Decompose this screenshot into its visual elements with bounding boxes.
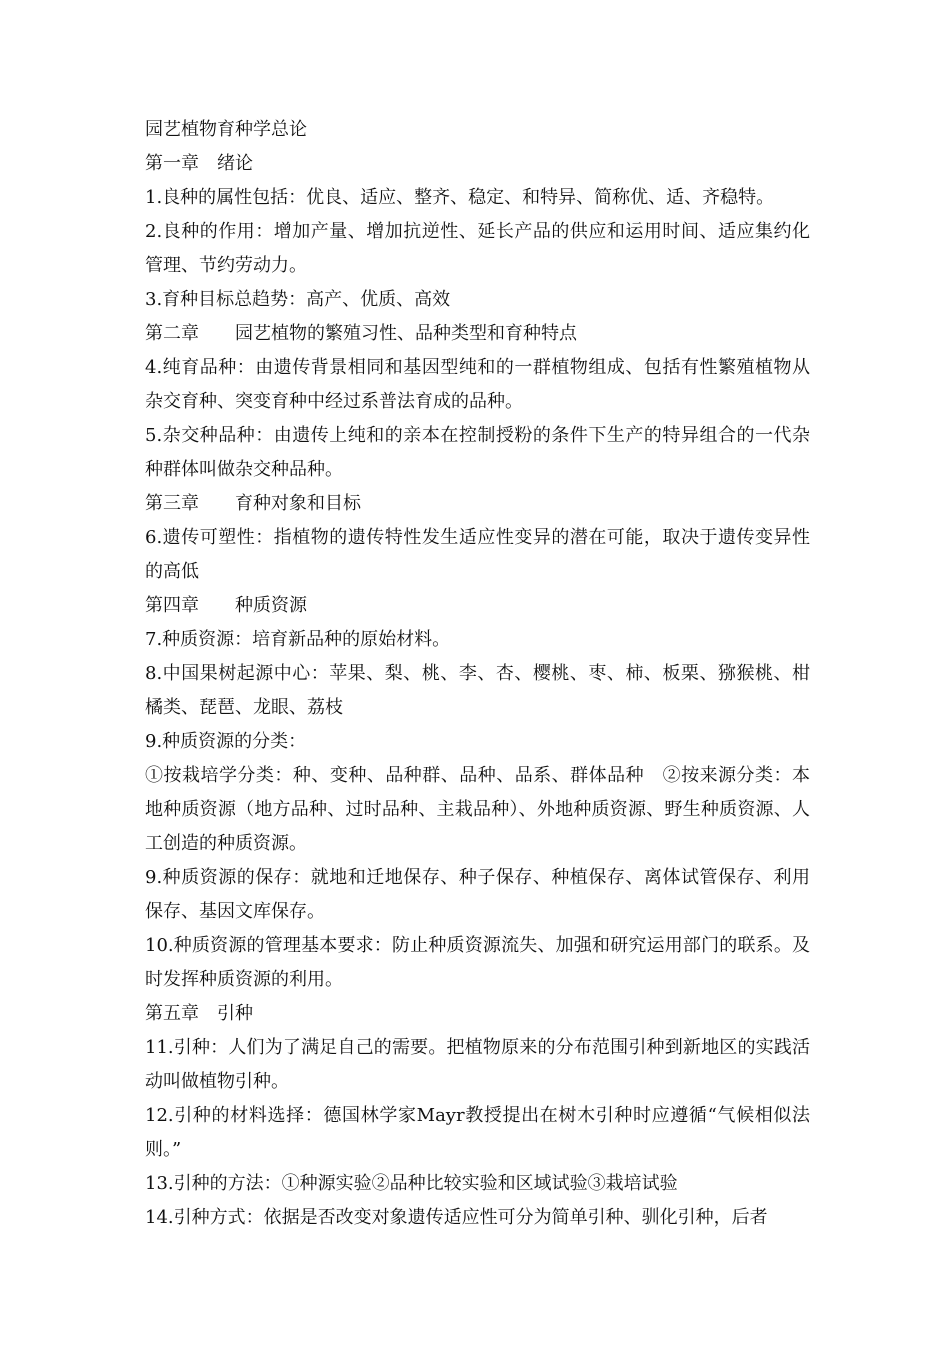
chapter-3-heading: 第三章 育种对象和目标 [145,493,361,514]
chapter-4-heading: 第四章 种质资源 [145,595,307,616]
item-2: 2.良种的作用：增加产量、增加抗逆性、延长产品的供应和运用时间、适应集约化管理、节约劳动力。 [145,221,810,276]
item-6: 6.遗传可塑性：指植物的遗传特性发生适应性变异的潜在可能，取决于遗传变异性的高低 [145,527,810,582]
chapter-1-heading: 第一章 绪论 [145,153,253,174]
item-11: 11.引种：人们为了满足自己的需要。把植物原来的分布范围引种到新地区的实践活动叫做植物引种。 [145,1037,810,1092]
document-title: 园艺植物育种学总论 [145,119,307,140]
item-8: 8.中国果树起源中心：苹果、梨、桃、李、杏、樱桃、枣、柿、板栗、猕猴桃、柑橘类、琵琶、龙眼、荔枝 [145,663,810,718]
document-body [145,113,810,1235]
item-9-preservation: 9.种质资源的保存：就地和迁地保存、种子保存、种植保存、离体试管保存、利用保存、基因文库保存。 [145,867,810,922]
item-12: 12.引种的材料选择：德国林学家Mayr教授提出在树木引种时应遵循“气候相似法则。” [145,1105,810,1160]
item-4: 4.纯育品种：由遗传背景相同和基因型纯和的一群植物组成、包括有性繁殖植物从杂交育种、突变育种中经过系普法育成的品种。 [145,357,810,412]
item-1: 1.良种的属性包括：优良、适应、整齐、稳定、和特异、简称优、适、齐稳特。 [145,187,775,208]
item-14: 14.引种方式：依据是否改变对象遗传适应性可分为简单引种、驯化引种，后者 [145,1207,768,1228]
item-13: 13.引种的方法：①种源实验②品种比较实验和区域试验③栽培试验 [145,1173,678,1194]
item-10: 10.种质资源的管理基本要求：防止种质资源流失、加强和研究运用部门的联系。及时发挥种质资源的利用。 [145,935,810,990]
item-9-heading: 9.种质资源的分类： [145,731,307,752]
chapter-2-heading: 第二章 园艺植物的繁殖习性、品种类型和育种特点 [145,323,577,344]
item-7: 7.种质资源：培育新品种的原始材料。 [145,629,451,650]
item-3: 3.育种目标总趋势：高产、优质、高效 [145,289,451,310]
chapter-5-heading: 第五章 引种 [145,1003,253,1024]
item-9-classification: ①按栽培学分类：种、变种、品种群、品种、品系、群体品种 ②按来源分类：本地种质资源（地方品种、过时品种、主栽品种）、外地种质资源、野生种质资源、人工创造的种质资源。 [145,765,810,854]
item-5: 5.杂交种品种：由遗传上纯和的亲本在控制授粉的条件下生产的特异组合的一代杂种群体叫做杂交种品种。 [145,425,810,480]
